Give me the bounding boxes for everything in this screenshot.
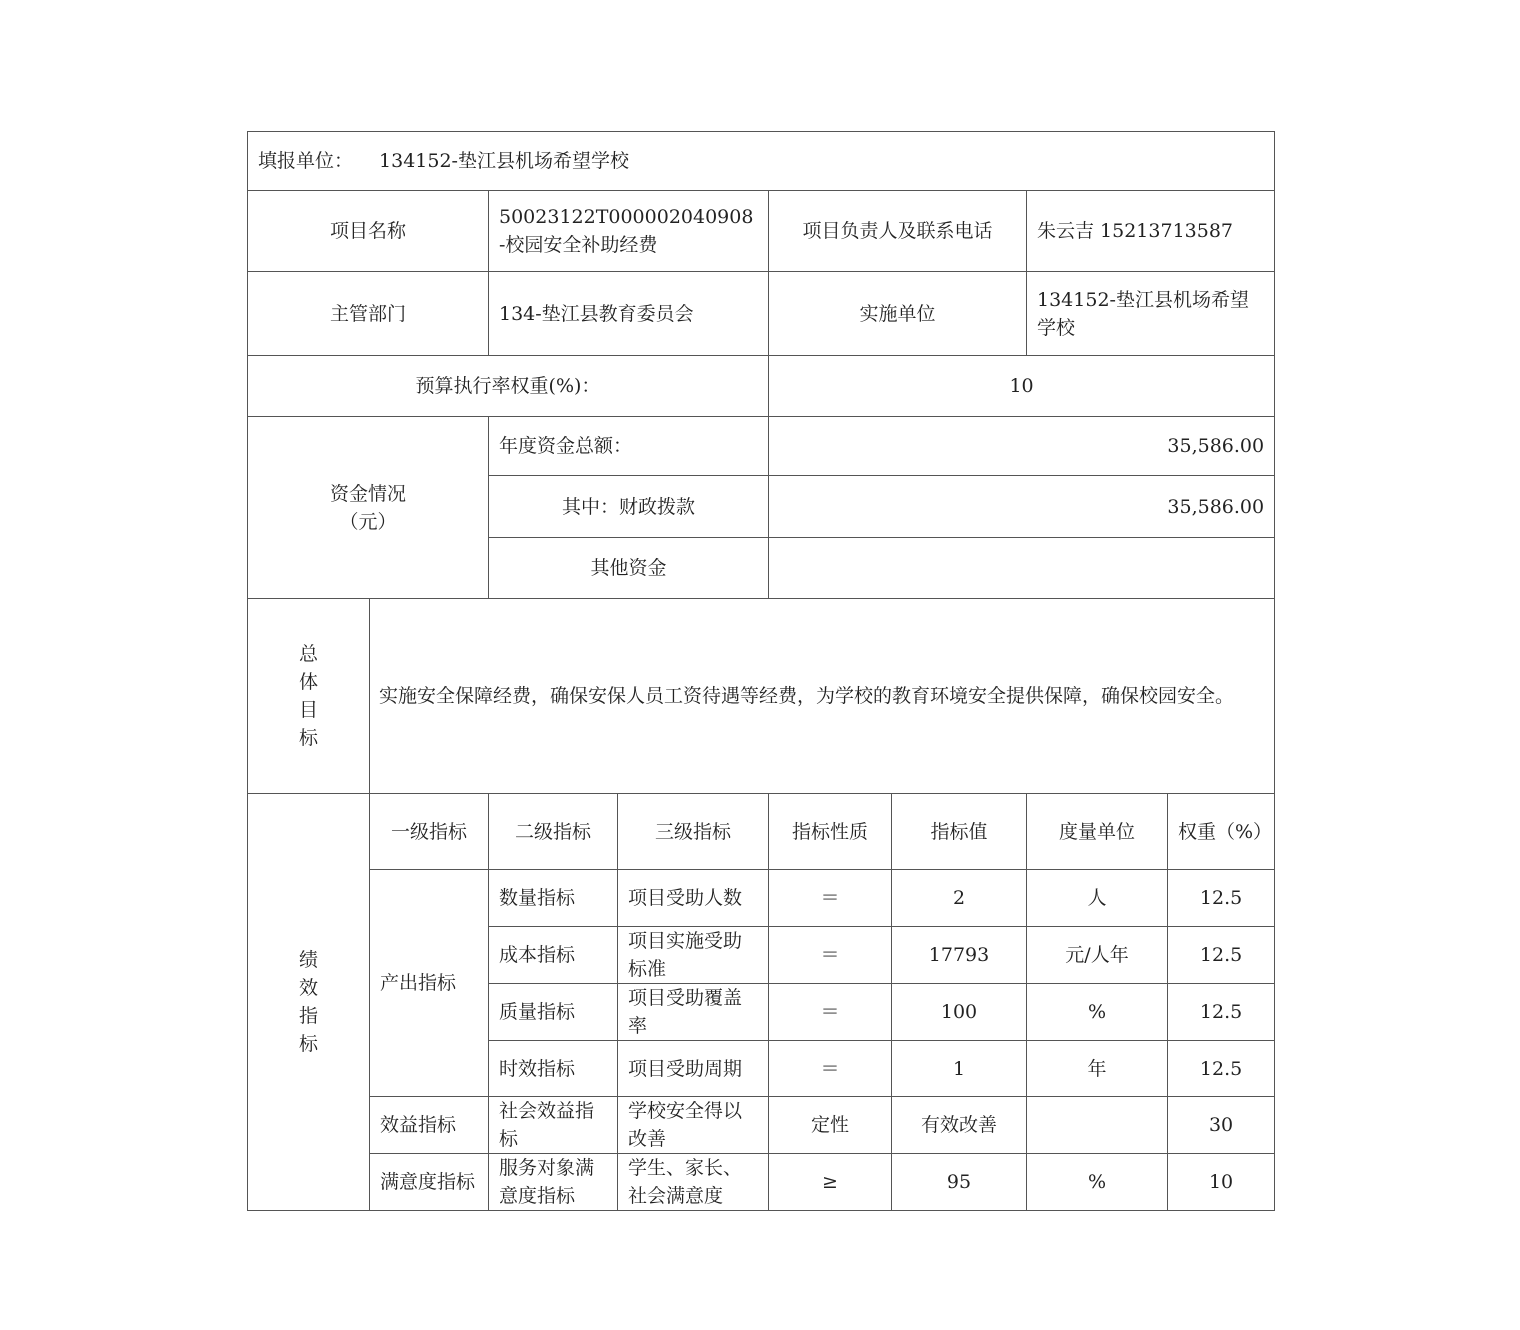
group-benefit: 效益指标 — [370, 1097, 489, 1154]
row-l2: 社会效益指标 — [489, 1097, 618, 1154]
header-level3: 三级指标 — [618, 794, 769, 870]
perf-label-char: 绩 — [298, 949, 318, 971]
row-weight: 12.5 — [1168, 870, 1275, 927]
reporting-unit-value: 134152-垫江县机场希望学校 — [379, 150, 629, 172]
row-unit: 年 — [1027, 1041, 1168, 1097]
supervising-dept-label: 主管部门 — [248, 272, 489, 356]
perf-label-char: 效 — [298, 977, 318, 999]
header-level2: 二级指标 — [489, 794, 618, 870]
row-nature: ＝ — [769, 984, 892, 1041]
performance-form-table — [247, 131, 1275, 1211]
perf-label-char: 标 — [298, 1033, 318, 1055]
budget-rate-value: 10 — [769, 356, 1275, 417]
row-weight: 12.5 — [1168, 984, 1275, 1041]
performance-indicators-label — [248, 794, 370, 1211]
row-nature: ＝ — [769, 1041, 892, 1097]
row-nature: ＝ — [769, 870, 892, 927]
row-unit: 元/人年 — [1027, 927, 1168, 984]
row-weight: 30 — [1168, 1097, 1275, 1154]
overall-goal-text: 实施安全保障经费，确保安保人员工资待遇等经费，为学校的教育环境安全提供保障，确保校园安全。 — [370, 599, 1275, 794]
overall-goal-label — [248, 599, 370, 794]
row-l3: 项目受助周期 — [618, 1041, 769, 1097]
row-l2: 数量指标 — [489, 870, 618, 927]
row-unit: % — [1027, 984, 1168, 1041]
goal-label-char: 目 — [298, 699, 318, 721]
reporting-unit-row — [248, 132, 1275, 191]
row-l3: 项目受助覆盖率 — [618, 984, 769, 1041]
perf-label-char: 指 — [298, 1005, 318, 1027]
goal-label-char: 标 — [298, 727, 318, 749]
row-value: 95 — [892, 1154, 1027, 1211]
header-nature: 指标性质 — [769, 794, 892, 870]
row-l3: 学生、家长、社会满意度 — [618, 1154, 769, 1211]
funds-other-value — [769, 538, 1275, 599]
row-weight: 12.5 — [1168, 927, 1275, 984]
row-l2: 服务对象满意度指标 — [489, 1154, 618, 1211]
funds-total-label: 年度资金总额： — [489, 417, 769, 476]
row-l3: 项目受助人数 — [618, 870, 769, 927]
row-nature: ＝ — [769, 927, 892, 984]
header-weight: 权重（%） — [1168, 794, 1275, 870]
row-unit — [1027, 1097, 1168, 1154]
budget-rate-label: 预算执行率权重(%)： — [248, 356, 769, 417]
row-weight: 10 — [1168, 1154, 1275, 1211]
row-unit: % — [1027, 1154, 1168, 1211]
row-value: 2 — [892, 870, 1027, 927]
goal-label-char: 体 — [298, 671, 318, 693]
row-value: 17793 — [892, 927, 1027, 984]
row-l2: 时效指标 — [489, 1041, 618, 1097]
funds-label-line2: （元） — [339, 510, 397, 533]
project-contact-label: 项目负责人及联系电话 — [769, 191, 1027, 272]
header-value: 指标值 — [892, 794, 1027, 870]
group-satisfaction: 满意度指标 — [370, 1154, 489, 1211]
group-output: 产出指标 — [370, 870, 489, 1097]
row-l3: 项目实施受助标准 — [618, 927, 769, 984]
row-value: 1 — [892, 1041, 1027, 1097]
implementing-unit-label: 实施单位 — [769, 272, 1027, 356]
row-value: 有效改善 — [892, 1097, 1027, 1154]
funds-label-line1: 资金情况 — [329, 482, 406, 505]
goal-label-char: 总 — [298, 643, 318, 665]
funds-fiscal-label: 其中：财政拨款 — [489, 476, 769, 538]
implementing-unit-value: 134152-垫江县机场希望学校 — [1027, 272, 1275, 356]
reporting-unit-label: 填报单位： — [258, 150, 354, 172]
row-nature: ≥ — [769, 1154, 892, 1211]
project-name-value: 50023122T000002040908-校园安全补助经费 — [489, 191, 769, 272]
funds-fiscal-value: 35,586.00 — [769, 476, 1275, 538]
row-l2: 质量指标 — [489, 984, 618, 1041]
header-unit: 度量单位 — [1027, 794, 1168, 870]
project-name-label: 项目名称 — [248, 191, 489, 272]
row-unit: 人 — [1027, 870, 1168, 927]
row-weight: 12.5 — [1168, 1041, 1275, 1097]
funds-other-label: 其他资金 — [489, 538, 769, 599]
funds-label — [248, 417, 489, 599]
row-value: 100 — [892, 984, 1027, 1041]
row-l2: 成本指标 — [489, 927, 618, 984]
header-level1: 一级指标 — [370, 794, 489, 870]
funds-total-value: 35,586.00 — [769, 417, 1275, 476]
row-l3: 学校安全得以改善 — [618, 1097, 769, 1154]
project-contact-value: 朱云吉 15213713587 — [1027, 191, 1275, 272]
supervising-dept-value: 134-垫江县教育委员会 — [489, 272, 769, 356]
row-nature: 定性 — [769, 1097, 892, 1154]
